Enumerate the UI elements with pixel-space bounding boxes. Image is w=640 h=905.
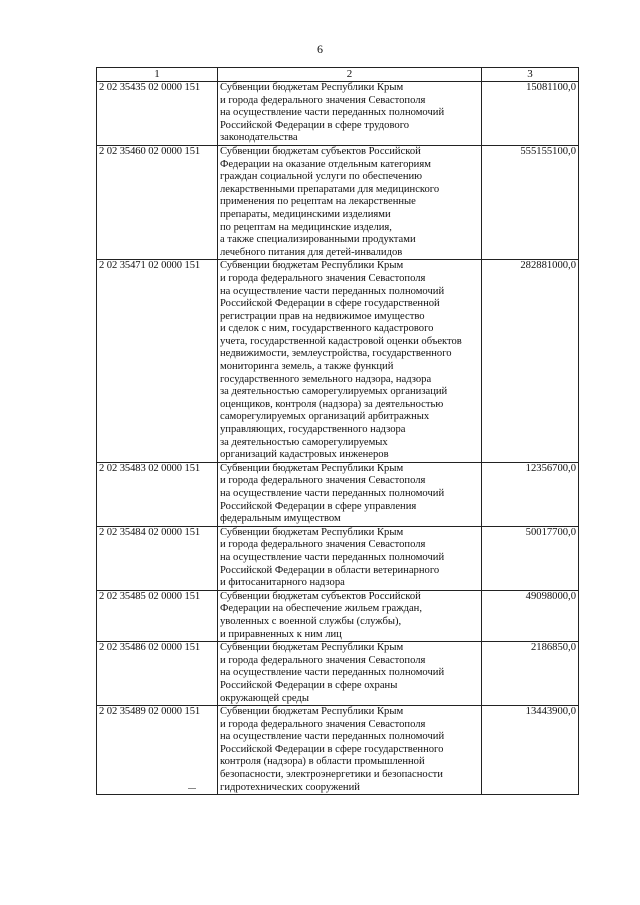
budget-code: 2 02 35484 02 0000 151 xyxy=(97,526,218,590)
description-line: недвижимости, землеустройства, государственного xyxy=(220,348,452,360)
budget-description xyxy=(218,590,482,641)
description-line: Субвенции бюджетам субъектов Российской xyxy=(220,145,421,157)
description-line: и сделок с ним, государственного кадастрового xyxy=(220,323,434,335)
description-line: мониторинга земель, а также функций xyxy=(220,361,394,373)
column-header-1: 1 xyxy=(97,68,218,82)
budget-description xyxy=(218,462,482,526)
description-line: учета, государственной кадастровой оценки объектов xyxy=(220,335,462,347)
budget-code: 2 02 35489 02 0000 151 xyxy=(97,706,218,795)
budget-amount: 2186850,0 xyxy=(482,642,579,706)
budget-amount: 555155100,0 xyxy=(482,145,579,259)
description-line: Федерации на оказание отдельным категориям xyxy=(220,158,431,170)
budget-code: 2 02 35485 02 0000 151 xyxy=(97,590,218,641)
budget-table xyxy=(96,67,579,795)
budget-description xyxy=(218,82,482,146)
description-line: Российской Федерации в сфере государственного xyxy=(220,743,444,755)
table-row xyxy=(97,526,579,590)
description-line: а также специализированными продуктами xyxy=(220,234,416,246)
description-line: на осуществление части переданных полномочий xyxy=(220,667,445,679)
description-line: Субвенции бюджетам Республики Крым xyxy=(220,260,404,272)
description-line: Субвенции бюджетам Республики Крым xyxy=(220,642,404,654)
budget-description xyxy=(218,260,482,463)
description-line: и города федерального значения Севастополя xyxy=(220,539,426,551)
description-line: лекарственными препаратами для медицинского xyxy=(220,183,440,195)
description-line: и города федерального значения Севастополя xyxy=(220,654,426,666)
description-line: государственного земельного надзора, надзора xyxy=(220,373,432,385)
table-body xyxy=(97,82,579,795)
table-row xyxy=(97,462,579,526)
description-line: Федерации на обеспечение жильем граждан, xyxy=(220,603,422,615)
budget-code: 2 02 35435 02 0000 151 xyxy=(97,82,218,146)
description-line: контроля (надзора) в области промышленной xyxy=(220,756,425,768)
budget-description xyxy=(218,706,482,795)
budget-description xyxy=(218,526,482,590)
page-number: 6 xyxy=(317,42,323,56)
description-line: Российской Федерации в сфере охраны xyxy=(220,679,398,691)
description-line: на осуществление части переданных полномочий xyxy=(220,285,445,297)
description-line: на осуществление части переданных полномочий xyxy=(220,107,445,119)
description-line: препараты, медицинскими изделиями xyxy=(220,208,391,220)
budget-code: 2 02 35471 02 0000 151 xyxy=(97,260,218,463)
description-line: по рецептам на медицинские изделия, xyxy=(220,221,392,233)
table-row xyxy=(97,145,579,259)
budget-amount: 49098000,0 xyxy=(482,590,579,641)
description-line: на осуществление части переданных полномочий xyxy=(220,551,445,563)
budget-code: 2 02 35460 02 0000 151 xyxy=(97,145,218,259)
table-row xyxy=(97,642,579,706)
description-line: уволенных с военной службы (службы), xyxy=(220,615,402,627)
budget-amount: 13443900,0 xyxy=(482,706,579,795)
scan-speck xyxy=(188,788,196,789)
description-line: лечебного питания для детей-инвалидов xyxy=(220,246,403,258)
description-line: за деятельностью саморегулируемых организаций xyxy=(220,386,448,398)
budget-amount: 282881000,0 xyxy=(482,260,579,463)
description-line: Субвенции бюджетам Республики Крым xyxy=(220,706,404,718)
budget-amount: 12356700,0 xyxy=(482,462,579,526)
description-line: и города федерального значения Севастополя xyxy=(220,94,426,106)
table-row xyxy=(97,590,579,641)
description-line: федеральным имуществом xyxy=(220,513,341,525)
description-line: гидротехнических сооружений xyxy=(220,781,360,793)
description-line: Субвенции бюджетам Республики Крым xyxy=(220,462,404,474)
description-line: граждан социальной услуги по обеспечению xyxy=(220,171,423,183)
description-line: на осуществление части переданных полномочий xyxy=(220,731,445,743)
table-row xyxy=(97,82,579,146)
description-line: Российской Федерации в сфере государственной xyxy=(220,298,440,310)
description-line: окружающей среды xyxy=(220,692,309,704)
budget-description xyxy=(218,145,482,259)
budget-amount: 50017700,0 xyxy=(482,526,579,590)
description-line: законодательства xyxy=(220,132,298,144)
description-line: саморегулируемых организаций арбитражных xyxy=(220,411,430,423)
table-row xyxy=(97,260,579,463)
budget-code: 2 02 35483 02 0000 151 xyxy=(97,462,218,526)
description-line: регистрации прав на недвижимое имущество xyxy=(220,310,425,322)
description-line: Российской Федерации в сфере трудового xyxy=(220,119,410,131)
description-line: Субвенции бюджетам Республики Крым xyxy=(220,82,404,93)
description-line: и города федерального значения Севастополя xyxy=(220,718,426,730)
description-line: управляющих, государственного надзора xyxy=(220,424,406,436)
description-line: за деятельностью саморегулируемых xyxy=(220,436,388,448)
budget-amount: 15081100,0 xyxy=(482,82,579,146)
description-line: и приравненных к ним лиц xyxy=(220,628,342,640)
description-line: Субвенции бюджетам субъектов Российской xyxy=(220,590,421,602)
description-line: Российской Федерации в области ветеринарного xyxy=(220,564,440,576)
description-line: Российской Федерации в сфере управления xyxy=(220,500,417,512)
budget-code: 2 02 35486 02 0000 151 xyxy=(97,642,218,706)
description-line: и фитосанитарного надзора xyxy=(220,577,345,589)
description-line: Субвенции бюджетам Республики Крым xyxy=(220,526,404,538)
column-header-3: 3 xyxy=(482,68,579,82)
description-line: на осуществление части переданных полномочий xyxy=(220,488,445,499)
table-row xyxy=(97,706,579,795)
description-line: и города федерального значения Севастополя xyxy=(220,475,426,487)
description-line: организаций кадастровых инженеров xyxy=(220,449,389,461)
column-header-2: 2 xyxy=(218,68,482,82)
description-line: оценщиков, контроля (надзора) за деятельностью xyxy=(220,398,444,410)
budget-description xyxy=(218,642,482,706)
description-line: безопасности, электроэнергетики и безопасности xyxy=(220,769,443,781)
description-line: и города федерального значения Севастополя xyxy=(220,272,426,284)
table-header-row xyxy=(97,68,579,82)
description-line: применения по рецептам на лекарственные xyxy=(220,196,416,208)
